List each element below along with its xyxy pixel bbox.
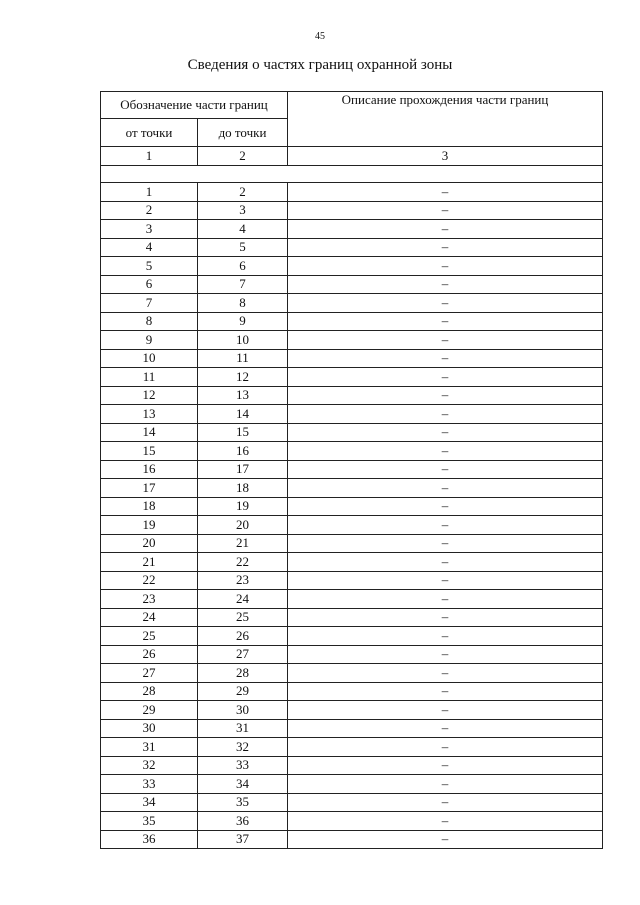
table-row — [101, 183, 603, 202]
table-row — [101, 756, 603, 775]
description-cell: – — [288, 627, 603, 646]
to-point-cell: 15 — [198, 423, 288, 442]
from-point-cell: 14 — [101, 423, 198, 442]
description-cell: – — [288, 368, 603, 387]
to-point-cell: 12 — [198, 368, 288, 387]
to-point-cell: 25 — [198, 608, 288, 627]
column-number: 3 — [288, 147, 603, 166]
to-point-cell: 11 — [198, 349, 288, 368]
description-cell: – — [288, 312, 603, 331]
description-cell: – — [288, 257, 603, 276]
to-point-cell: 34 — [198, 775, 288, 794]
to-point-cell: 33 — [198, 756, 288, 775]
description-cell: – — [288, 423, 603, 442]
description-cell: – — [288, 775, 603, 794]
table-row — [101, 201, 603, 220]
table-row — [101, 479, 603, 498]
to-point-cell: 37 — [198, 830, 288, 849]
table-row — [101, 608, 603, 627]
description-cell: – — [288, 220, 603, 239]
description-cell: – — [288, 294, 603, 313]
from-point-cell: 35 — [101, 812, 198, 831]
to-point-cell: 4 — [198, 220, 288, 239]
to-point-cell: 10 — [198, 331, 288, 350]
to-point-cell: 22 — [198, 553, 288, 572]
from-point-cell: 23 — [101, 590, 198, 609]
from-point-cell: 11 — [101, 368, 198, 387]
table-row — [101, 294, 603, 313]
description-cell: – — [288, 442, 603, 461]
from-point-cell: 25 — [101, 627, 198, 646]
description-cell: – — [288, 183, 603, 202]
to-point-cell: 35 — [198, 793, 288, 812]
from-point-cell: 15 — [101, 442, 198, 461]
table-row — [101, 682, 603, 701]
from-point-cell: 27 — [101, 664, 198, 683]
table-row — [101, 645, 603, 664]
to-point-cell: 6 — [198, 257, 288, 276]
to-point-cell: 9 — [198, 312, 288, 331]
to-point-cell: 5 — [198, 238, 288, 257]
from-point-cell: 21 — [101, 553, 198, 572]
table-row — [101, 423, 603, 442]
from-point-cell: 31 — [101, 738, 198, 757]
description-cell: – — [288, 664, 603, 683]
from-point-cell: 1 — [101, 183, 198, 202]
header-description: Описание прохождения части границ — [288, 92, 603, 147]
column-number: 1 — [101, 147, 198, 166]
description-cell: – — [288, 701, 603, 720]
from-point-cell: 2 — [101, 201, 198, 220]
section-spacer-row — [101, 166, 603, 183]
to-point-cell: 8 — [198, 294, 288, 313]
from-point-cell: 30 — [101, 719, 198, 738]
to-point-cell: 21 — [198, 534, 288, 553]
document-title: Сведения о частях границ охранной зоны — [187, 57, 453, 73]
table-row — [101, 349, 603, 368]
table-row — [101, 405, 603, 424]
table-row — [101, 812, 603, 831]
to-point-cell: 30 — [198, 701, 288, 720]
from-point-cell: 12 — [101, 386, 198, 405]
description-cell: – — [288, 275, 603, 294]
from-point-cell: 24 — [101, 608, 198, 627]
description-cell: – — [288, 756, 603, 775]
from-point-cell: 16 — [101, 460, 198, 479]
header-boundary-designation: Обозначение части границ — [101, 92, 288, 119]
table-row — [101, 719, 603, 738]
description-cell: – — [288, 812, 603, 831]
to-point-cell: 7 — [198, 275, 288, 294]
description-cell: – — [288, 738, 603, 757]
from-point-cell: 29 — [101, 701, 198, 720]
header-to-point: до точки — [198, 119, 288, 147]
description-cell: – — [288, 201, 603, 220]
table-row — [101, 442, 603, 461]
table-row — [101, 275, 603, 294]
description-cell: – — [288, 238, 603, 257]
description-cell: – — [288, 793, 603, 812]
description-cell: – — [288, 608, 603, 627]
description-cell: – — [288, 534, 603, 553]
to-point-cell: 18 — [198, 479, 288, 498]
to-point-cell: 27 — [198, 645, 288, 664]
description-cell: – — [288, 571, 603, 590]
table-row — [101, 793, 603, 812]
to-point-cell: 29 — [198, 682, 288, 701]
description-cell: – — [288, 460, 603, 479]
from-point-cell: 4 — [101, 238, 198, 257]
table-row — [101, 553, 603, 572]
table-row — [101, 627, 603, 646]
header-from-point: от точки — [101, 119, 198, 147]
boundary-table — [100, 91, 603, 849]
table-row — [101, 516, 603, 535]
from-point-cell: 28 — [101, 682, 198, 701]
from-point-cell: 36 — [101, 830, 198, 849]
to-point-cell: 31 — [198, 719, 288, 738]
from-point-cell: 34 — [101, 793, 198, 812]
table-row — [101, 368, 603, 387]
from-point-cell: 17 — [101, 479, 198, 498]
page-number: 45 — [315, 31, 325, 42]
table-row — [101, 460, 603, 479]
from-point-cell: 20 — [101, 534, 198, 553]
table-row — [101, 664, 603, 683]
from-point-cell: 3 — [101, 220, 198, 239]
description-cell: – — [288, 682, 603, 701]
to-point-cell: 19 — [198, 497, 288, 516]
to-point-cell: 26 — [198, 627, 288, 646]
column-number-row — [101, 147, 603, 166]
description-cell: – — [288, 590, 603, 609]
to-point-cell: 3 — [198, 201, 288, 220]
from-point-cell: 18 — [101, 497, 198, 516]
to-point-cell: 13 — [198, 386, 288, 405]
description-cell: – — [288, 553, 603, 572]
column-number: 2 — [198, 147, 288, 166]
table-row — [101, 534, 603, 553]
from-point-cell: 7 — [101, 294, 198, 313]
description-cell: – — [288, 719, 603, 738]
table-row — [101, 571, 603, 590]
to-point-cell: 36 — [198, 812, 288, 831]
from-point-cell: 5 — [101, 257, 198, 276]
description-cell: – — [288, 830, 603, 849]
table-row — [101, 331, 603, 350]
table-row — [101, 590, 603, 609]
table-row — [101, 701, 603, 720]
description-cell: – — [288, 386, 603, 405]
from-point-cell: 33 — [101, 775, 198, 794]
to-point-cell: 2 — [198, 183, 288, 202]
from-point-cell: 26 — [101, 645, 198, 664]
description-cell: – — [288, 331, 603, 350]
to-point-cell: 24 — [198, 590, 288, 609]
to-point-cell: 20 — [198, 516, 288, 535]
table-row — [101, 238, 603, 257]
to-point-cell: 23 — [198, 571, 288, 590]
table-row — [101, 257, 603, 276]
section-spacer-cell — [101, 166, 603, 183]
description-cell: – — [288, 516, 603, 535]
to-point-cell: 16 — [198, 442, 288, 461]
table-row — [101, 738, 603, 757]
to-point-cell: 28 — [198, 664, 288, 683]
to-point-cell: 32 — [198, 738, 288, 757]
from-point-cell: 8 — [101, 312, 198, 331]
to-point-cell: 14 — [198, 405, 288, 424]
from-point-cell: 6 — [101, 275, 198, 294]
table-row — [101, 312, 603, 331]
from-point-cell: 10 — [101, 349, 198, 368]
from-point-cell: 32 — [101, 756, 198, 775]
description-cell: – — [288, 645, 603, 664]
table-row — [101, 830, 603, 849]
table-row — [101, 386, 603, 405]
description-cell: – — [288, 497, 603, 516]
from-point-cell: 19 — [101, 516, 198, 535]
table-row — [101, 220, 603, 239]
table-row — [101, 497, 603, 516]
description-cell: – — [288, 405, 603, 424]
description-cell: – — [288, 349, 603, 368]
from-point-cell: 9 — [101, 331, 198, 350]
from-point-cell: 22 — [101, 571, 198, 590]
table-header-row — [101, 92, 603, 119]
table-row — [101, 775, 603, 794]
from-point-cell: 13 — [101, 405, 198, 424]
description-cell: – — [288, 479, 603, 498]
to-point-cell: 17 — [198, 460, 288, 479]
